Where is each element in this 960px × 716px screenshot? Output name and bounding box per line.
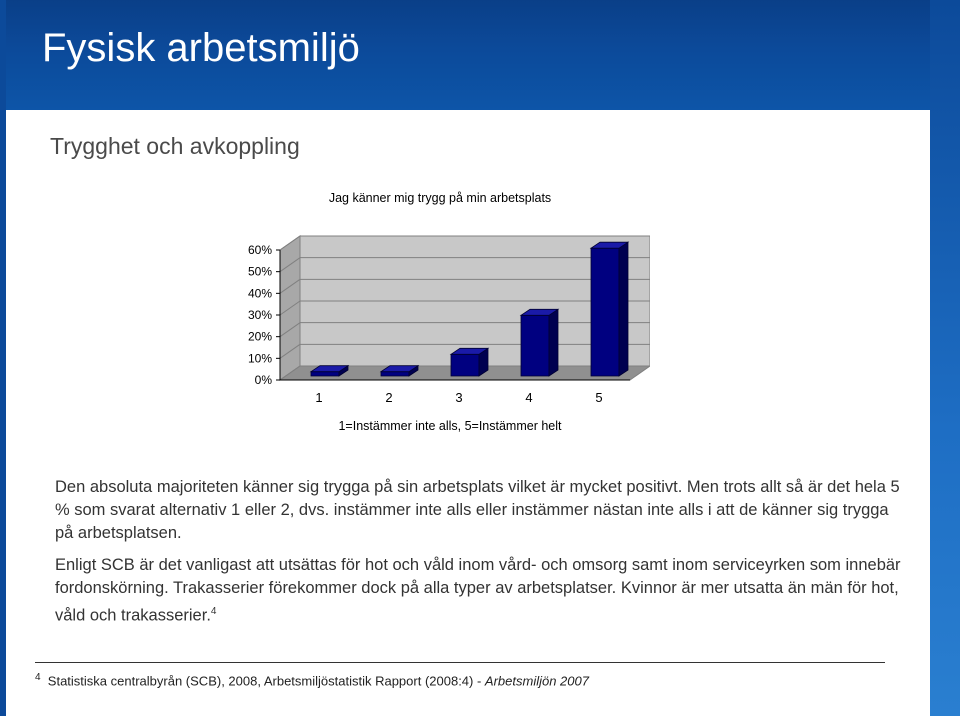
x-tick-label: 5 (595, 390, 603, 405)
paragraph-majority: Den absoluta majoriteten känner sig trygga på sin arbetsplats vilket är mycket positivt. Men trots allt så är det hela 5 % som svarat alternativ 1 eller 2, dvs. instämmer inte alls eller instämmer nästan inte alls i att de känner sig trygga på arbetsplatsen. (55, 478, 900, 542)
y-tick-label: 0% (254, 373, 272, 387)
x-axis-label: 1=Instämmer inte alls, 5=Instämmer helt (338, 419, 562, 433)
bar-chart (230, 180, 650, 440)
bar-front (451, 354, 479, 376)
side-banner (930, 0, 960, 716)
y-tick-label: 20% (247, 329, 272, 344)
y-tick-label: 30% (247, 308, 272, 322)
footnote-italic: Arbetsmiljön 2007 (484, 673, 589, 689)
bar-side (549, 309, 558, 376)
left-stripe (0, 0, 6, 716)
footnote (35, 672, 589, 688)
bar-front (381, 372, 409, 376)
y-tick-label: 50% (247, 264, 272, 279)
slide-title: Fysisk arbetsmiljö (42, 26, 360, 70)
bar-front (521, 315, 549, 376)
y-tick-label: 10% (247, 351, 272, 366)
bar-front (591, 248, 619, 376)
y-tick-label: 40% (247, 286, 272, 301)
chart-title: Jag känner mig trygg på min arbetsplats (328, 191, 552, 205)
bar-side (619, 242, 628, 376)
footnote-divider (35, 662, 885, 663)
y-tick-label: 60% (247, 243, 272, 257)
x-tick-label: 2 (385, 390, 393, 405)
bar-front (311, 372, 339, 376)
x-tick-label: 4 (525, 390, 533, 405)
x-tick-label: 1 (315, 390, 323, 405)
x-tick-label: 3 (455, 390, 463, 405)
paragraph-scb-text: Enligt SCB är det vanligast att utsättas för hot och våld inom vård- och omsorg samt inom serviceyrken som innebär fordonskörning. Trakasserier förekommer dock på alla typer av arbetsplatser. Kvinnor är mer utsatta än män för hot, våld och trakasserier. (55, 556, 901, 625)
chart-svg (230, 180, 650, 440)
footnote-reference: 4 (210, 606, 217, 617)
slide-subtitle: Trygghet och avkoppling (50, 133, 300, 159)
paragraph-scb (55, 554, 905, 628)
footnote-marker: 4 (35, 672, 41, 683)
footnote-text: Statistiska centralbyrån (SCB), 2008, Arbetsmiljöstatistik Rapport (2008:4) - (47, 673, 485, 689)
